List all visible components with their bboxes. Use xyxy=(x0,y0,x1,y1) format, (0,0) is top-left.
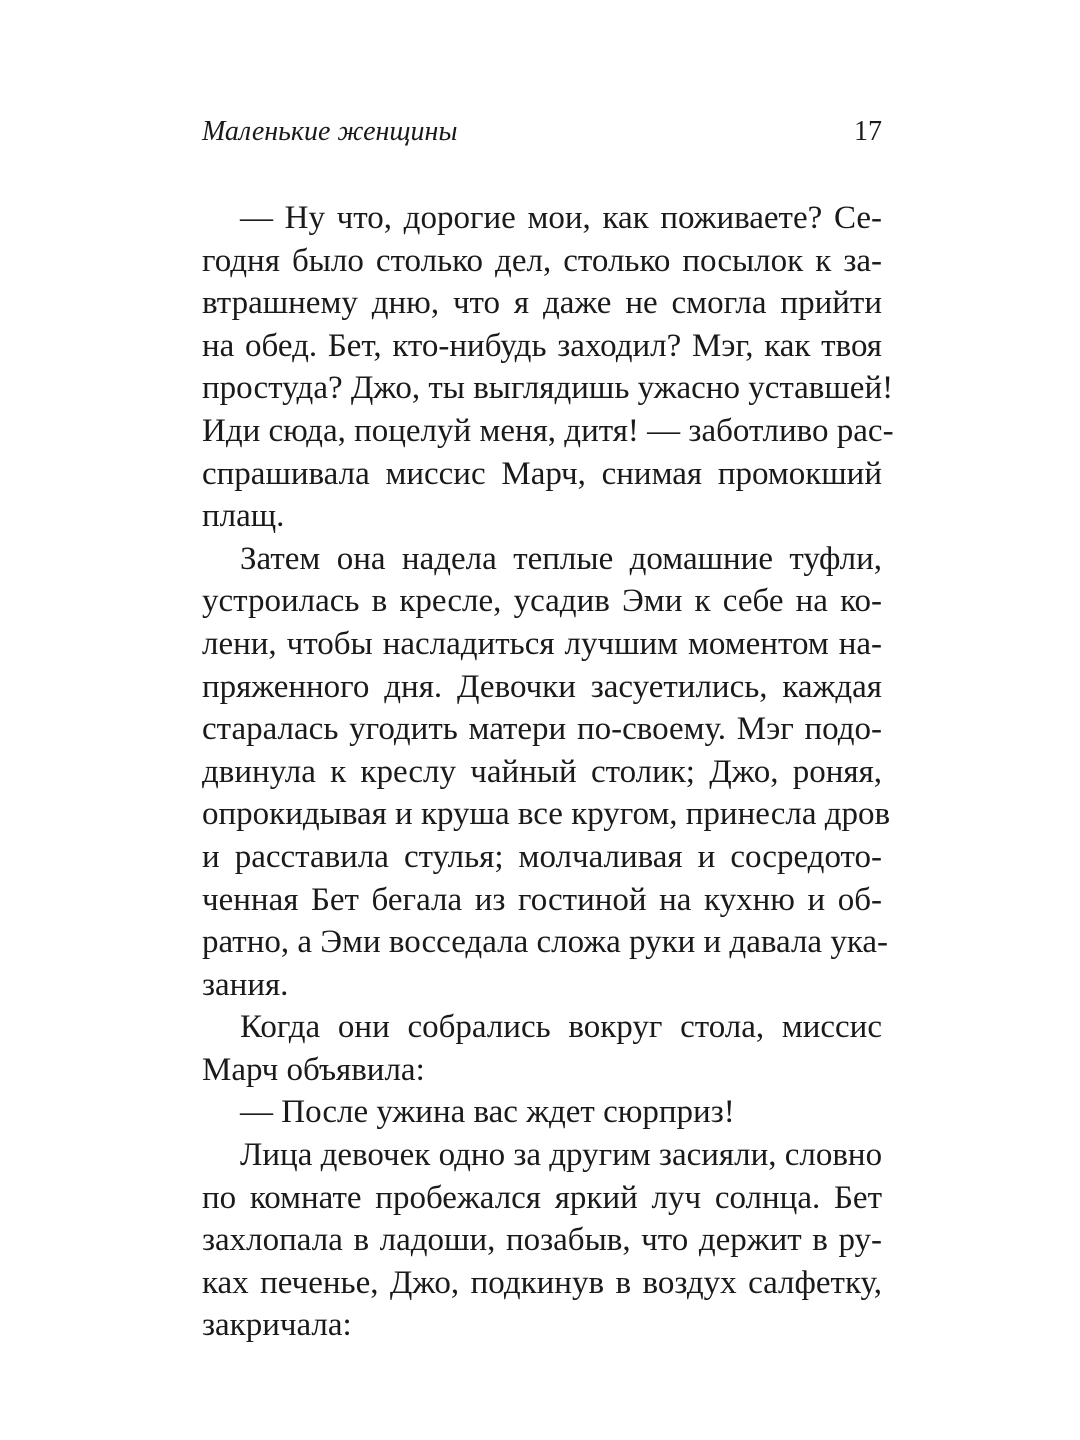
text-line: Лица девочек одно за другим засияли, словно xyxy=(240,1137,883,1174)
text-line: годня было столько дел, столько посылок к за- xyxy=(202,242,882,279)
text-line: ченная Бет бегала из гостиной на кухню и об- xyxy=(202,881,882,918)
text-line: зания. xyxy=(202,966,289,1003)
text-line: плащ. xyxy=(202,498,285,535)
text-line: на обед. Бет, кто-нибудь заходил? Мэг, как твоя xyxy=(202,327,882,364)
text-line: двинула к креслу чайный столик; Джо, роняя, xyxy=(202,753,882,790)
running-title: Маленькие женщины xyxy=(202,116,458,147)
text-line: ратно, а Эми восседала сложа руки и давала ука- xyxy=(202,924,888,961)
text-line: ках печенье, Джо, подкинув в воздух салфетку, xyxy=(202,1264,882,1301)
text-line: пряженного дня. Девочки засуетились, каждая xyxy=(202,668,882,705)
text-line: захлопала в ладоши, позабыв, что держит в ру- xyxy=(202,1222,882,1259)
text-line: лени, чтобы насладиться лучшим моментом на- xyxy=(202,625,882,662)
text-line: закричала: xyxy=(202,1307,352,1344)
text-line: — После ужина вас ждет сюрприз! xyxy=(240,1094,735,1131)
text-line: спрашивала миссис Марч, снимая промокший xyxy=(202,455,882,492)
text-line: втрашнему дню, что я даже не смогла прийти xyxy=(202,285,882,322)
text-line: — Ну что, дорогие мои, как поживаете? Се- xyxy=(240,200,882,236)
body-text xyxy=(202,197,894,1347)
text-line: и расставила стулья; молчаливая и сосредото- xyxy=(202,838,882,875)
text-line: Марч объявила: xyxy=(202,1051,425,1088)
text-line: по комнате пробежался яркий луч солнца. Бет xyxy=(202,1179,882,1216)
text-line: Иди сюда, поцелуй меня, дитя! — заботливо рас- xyxy=(202,412,894,449)
text-line: Когда они собрались вокруг стола, миссис xyxy=(240,1009,882,1046)
text-line: Затем она надела теплые домашние туфли, xyxy=(240,540,882,577)
page-number: 17 xyxy=(854,116,882,147)
text-line: опрокидывая и круша все кругом, принесла дров xyxy=(202,796,891,833)
text-line: простуда? Джо, ты выглядишь ужасно уставшей! xyxy=(202,370,894,407)
text-line: устроилась в кресле, усадив Эми к себе на ко- xyxy=(202,583,882,620)
text-line: старалась угодить матери по-своему. Мэг подо- xyxy=(202,711,882,748)
